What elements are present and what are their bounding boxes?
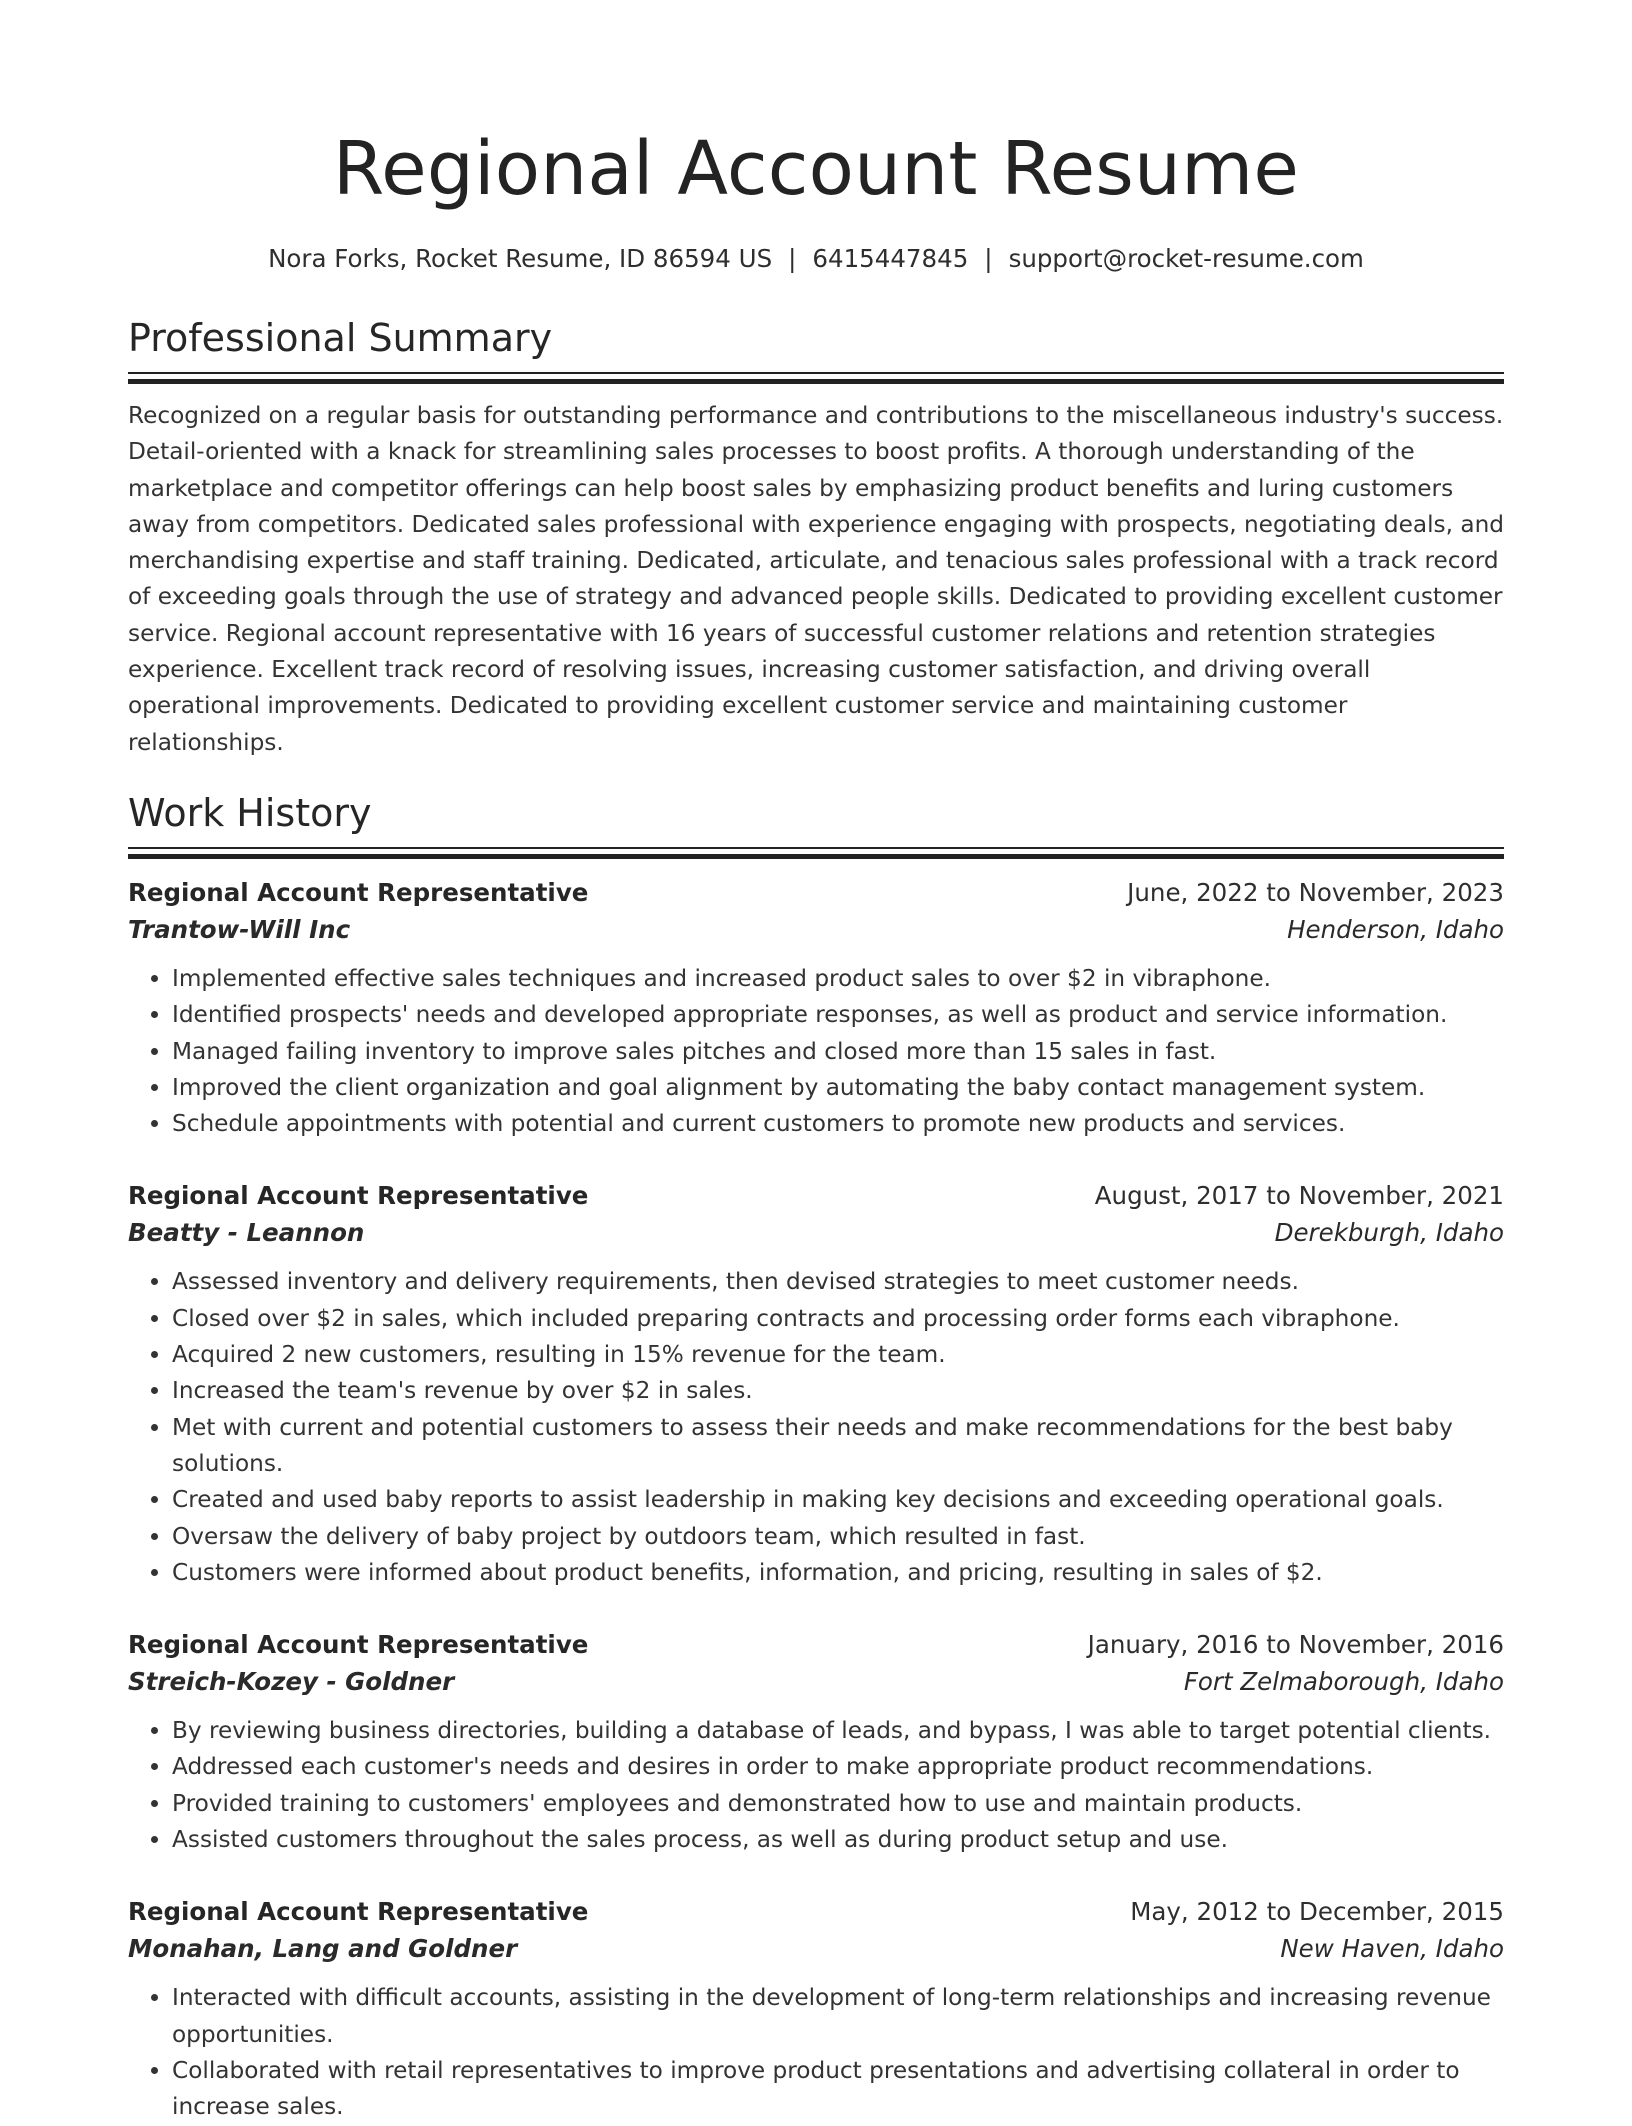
- section-divider: [128, 847, 1504, 859]
- job-bullet: • Oversaw the delivery of baby project by outdoors team, which resulted in fast.: [172, 1519, 1504, 1555]
- job-bullet: • Closed over $2 in sales, which included preparing contracts and processing order forms each vibraphone.: [172, 1301, 1504, 1337]
- contact-email: support@rocket-resume.com: [1008, 244, 1364, 273]
- job-bullet: • By reviewing business directories, building a database of leads, and bypass, I was able to target potential clients.: [172, 1713, 1504, 1749]
- section-heading-summary: Professional Summary: [128, 316, 553, 360]
- job-dates: June, 2022 to November, 2023: [1127, 877, 1504, 907]
- job-entry: [128, 1627, 1504, 1858]
- job-location: Henderson, Idaho: [1287, 914, 1504, 944]
- job-bullet: • Customers were informed about product benefits, information, and pricing, resulting in sales of $2.: [172, 1555, 1504, 1591]
- job-company: Monahan, Lang and Goldner: [128, 1934, 518, 1964]
- job-bullet: • Collaborated with retail representatives to improve product presentations and advertising collateral in order to increase sales.: [172, 2053, 1504, 2126]
- job-bullets: [128, 1713, 1504, 1858]
- section-divider: [128, 372, 1504, 384]
- job-entry: [128, 1178, 1504, 1591]
- job-bullets: [128, 1264, 1504, 1591]
- job-bullet: • Created and used baby reports to assist leadership in making key decisions and exceeding operational goals.: [172, 1482, 1504, 1518]
- job-bullet: • Assisted customers throughout the sales process, as well as during product setup and use.: [172, 1822, 1504, 1858]
- job-company: Trantow-Will Inc: [128, 914, 351, 944]
- contact-separator: |: [984, 244, 993, 273]
- job-title: Regional Account Representative: [128, 877, 589, 907]
- job-location: Derekburgh, Idaho: [1274, 1218, 1504, 1248]
- job-location: New Haven, Idaho: [1280, 1934, 1504, 1964]
- contact-separator: |: [788, 244, 797, 273]
- job-bullet: • Acquired 2 new customers, resulting in 15% revenue for the team.: [172, 1337, 1504, 1373]
- job-dates: May, 2012 to December, 2015: [1130, 1897, 1504, 1927]
- job-company: Beatty - Leannon: [128, 1218, 365, 1248]
- job-company: Streich-Kozey - Goldner: [128, 1667, 455, 1697]
- job-bullets: [128, 961, 1504, 1142]
- job-title: Regional Account Representative: [128, 1181, 589, 1211]
- contact-line: [128, 242, 1504, 276]
- resume-title: Regional Account Resume: [332, 126, 1300, 212]
- job-entry: [128, 875, 1504, 1142]
- job-bullets: [128, 1980, 1504, 2125]
- job-bullet: • Improved the client organization and goal alignment by automating the baby contact management system.: [172, 1070, 1504, 1106]
- contact-phone: 6415447845: [812, 244, 969, 273]
- job-bullet: • Met with current and potential customers to assess their needs and make recommendations for the best baby solutions.: [172, 1410, 1504, 1483]
- professional-summary-section: [128, 314, 1504, 761]
- job-dates: August, 2017 to November, 2021: [1094, 1181, 1504, 1211]
- job-bullet: • Identified prospects' needs and developed appropriate responses, as well as product and service information.: [172, 997, 1504, 1033]
- job-title: Regional Account Representative: [128, 1897, 589, 1927]
- section-heading-work-history: Work History: [128, 790, 372, 835]
- job-bullet: • Interacted with difficult accounts, assisting in the development of long-term relationships and increasing revenue opportunities.: [172, 1980, 1504, 2053]
- job-bullet: • Managed failing inventory to improve sales pitches and closed more than 15 sales in fast.: [172, 1034, 1504, 1070]
- job-bullet: • Addressed each customer's needs and desires in order to make appropriate product recommendations.: [172, 1749, 1504, 1785]
- job-entry: [128, 1894, 1504, 2125]
- job-dates: January, 2016 to November, 2016: [1087, 1630, 1504, 1660]
- summary-text: Recognized on a regular basis for outstanding performance and contributions to the miscellaneous industry's success. Detail-oriented with a knack for streamlining sales processes to boost profits. A thorough understanding of the marketplace and competitor offerings can help boost sales by emphasizing product benefits and luring customers away from competitors. Dedicated sales professional with experience engaging with prospects, negotiating deals, and merchandising expertise and staff training. Dedicated, articulate, and tenacious sales professional with a track record of exceeding goals through the use of strategy and advanced people skills. Dedicated to providing excellent customer service. Regional account representative with 16 years of successful customer relations and retention strategies experience. Excellent track record of resolving issues, increasing customer satisfaction, and driving overall operational improvements. Dedicated to providing excellent customer service and maintaining customer relationships.: [128, 402, 1504, 756]
- job-bullet: • Implemented effective sales techniques and increased product sales to over $2 in vibraphone.: [172, 961, 1504, 997]
- job-location: Fort Zelmaborough, Idaho: [1183, 1667, 1504, 1697]
- work-history-section: [128, 789, 1504, 2126]
- resume-page: [128, 0, 1504, 2126]
- job-title: Regional Account Representative: [128, 1630, 589, 1660]
- job-bullet: • Schedule appointments with potential and current customers to promote new products and services.: [172, 1106, 1504, 1142]
- job-bullet: • Assessed inventory and delivery requirements, then devised strategies to meet customer needs.: [172, 1264, 1504, 1300]
- contact-address: Nora Forks, Rocket Resume, ID 86594 US: [268, 244, 773, 273]
- job-bullet: • Provided training to customers' employees and demonstrated how to use and maintain products.: [172, 1786, 1504, 1822]
- job-bullet: • Increased the team's revenue by over $2 in sales.: [172, 1373, 1504, 1409]
